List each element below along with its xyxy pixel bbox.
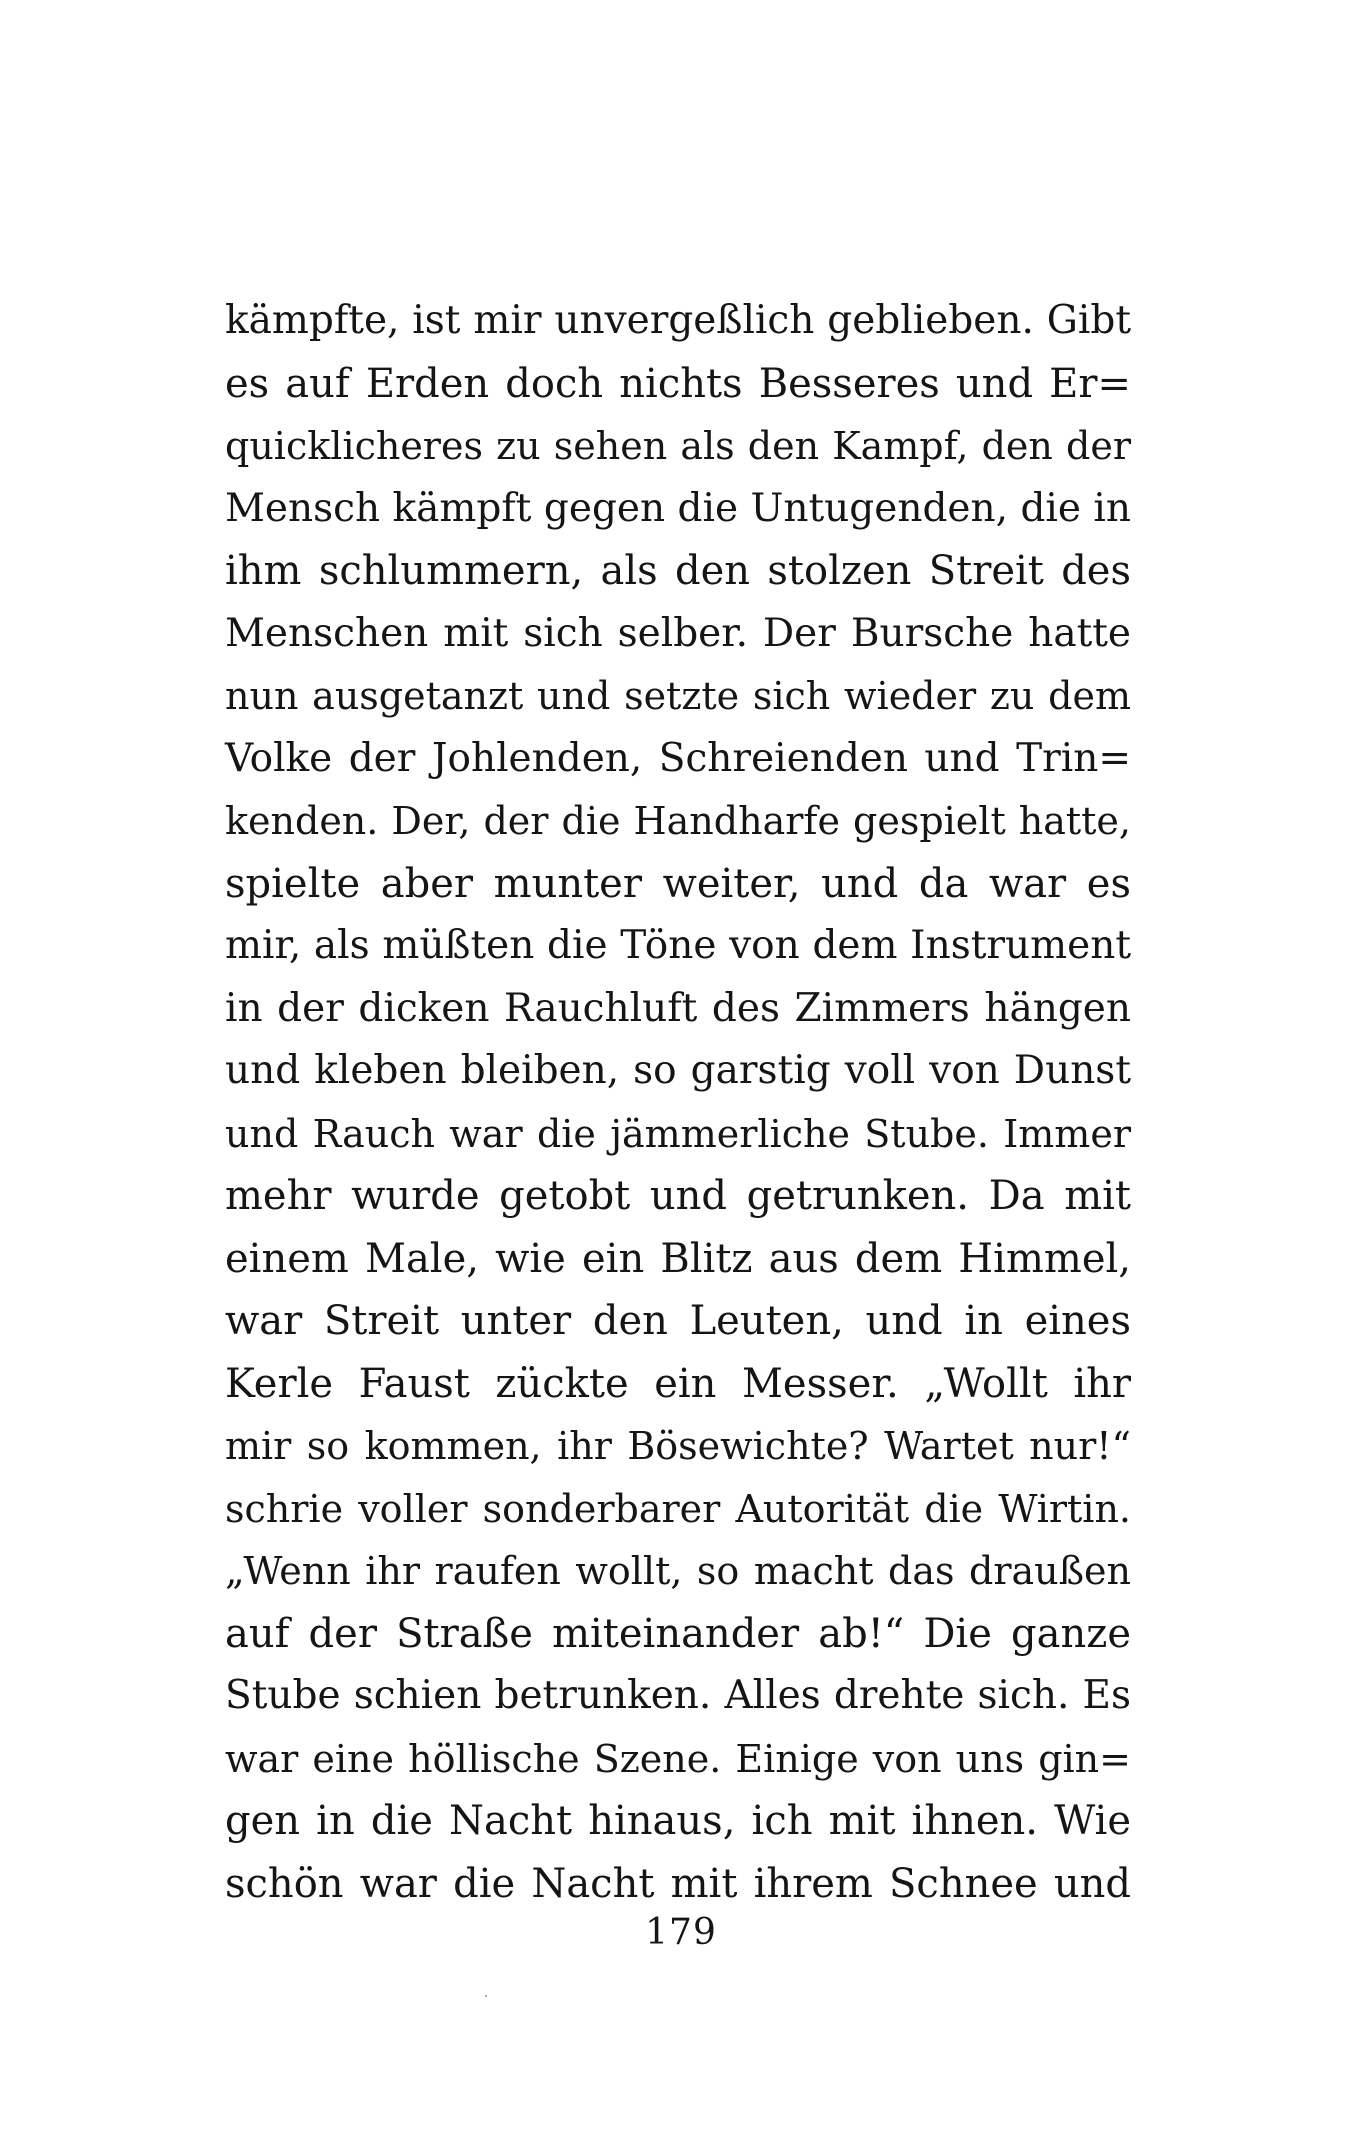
text-line: kenden. Der, der die Handharfe gespielt hatte, (225, 799, 1131, 843)
text-line: Kerle Faust zückte ein Messer. „Wollt ihr (225, 1360, 1131, 1407)
text-line: nun ausgetanzt und setzte sich wieder zu dem (225, 674, 1131, 718)
text-line: mir, als müßten die Töne von dem Instrument (225, 923, 1131, 968)
text-line: Mensch kämpft gegen die Untugenden, die in (225, 485, 1131, 531)
text-line: war Streit unter den Leuten, und in eines (225, 1298, 1131, 1344)
text-line: quicklicheres zu sehen als den Kampf, den der (225, 424, 1131, 468)
text-line: auf der Straße miteinander ab!“ Die ganze (225, 1610, 1131, 1657)
text-line: schön war die Nacht mit ihrem Schnee und (225, 1860, 1131, 1907)
text-line: ihm schlummern, als den stolzen Streit des (225, 548, 1131, 594)
text-line: Menschen mit sich selber. Der Bursche hatte (225, 610, 1131, 656)
text-line: einem Male, wie ein Blitz aus dem Himmel, (225, 1235, 1131, 1282)
text-line: „Wenn ihr raufen wollt, so macht das draußen (225, 1549, 1131, 1593)
text-line: war eine höllische Szene. Einige von uns gin= (225, 1736, 1131, 1781)
text-line: kämpfte, ist mir unvergeßlich geblieben. Gibt (225, 298, 1131, 343)
text-line: es auf Erden doch nichts Besseres und Er= (225, 360, 1131, 407)
dust-speck (485, 1995, 487, 1997)
text-line: mir so kommen, ihr Bösewichte? Wartet nur!“ (225, 1424, 1131, 1468)
text-line: Stube schien betrunken. Alles drehte sich. Es (225, 1673, 1131, 1718)
text-line: und kleben bleiben, so garstig voll von Dunst (225, 1048, 1131, 1093)
body-text (225, 290, 1131, 1915)
text-line: Volke der Johlenden, Schreienden und Trin= (225, 735, 1131, 781)
text-line: gen in die Nacht hinaus, ich mit ihnen. Wie (225, 1798, 1131, 1844)
text-line: spielte aber munter weiter, und da war es (225, 860, 1131, 907)
text-line: mehr wurde getobt und getrunken. Da mit (225, 1173, 1131, 1219)
text-line: in der dicken Rauchluft des Zimmers hängen (225, 985, 1131, 1031)
text-line: schrie voller sonderbarer Autorität die Wirtin. (225, 1486, 1131, 1531)
page-number: 179 (645, 1912, 717, 1953)
text-line: und Rauch war die jämmerliche Stube. Immer (225, 1111, 1131, 1156)
